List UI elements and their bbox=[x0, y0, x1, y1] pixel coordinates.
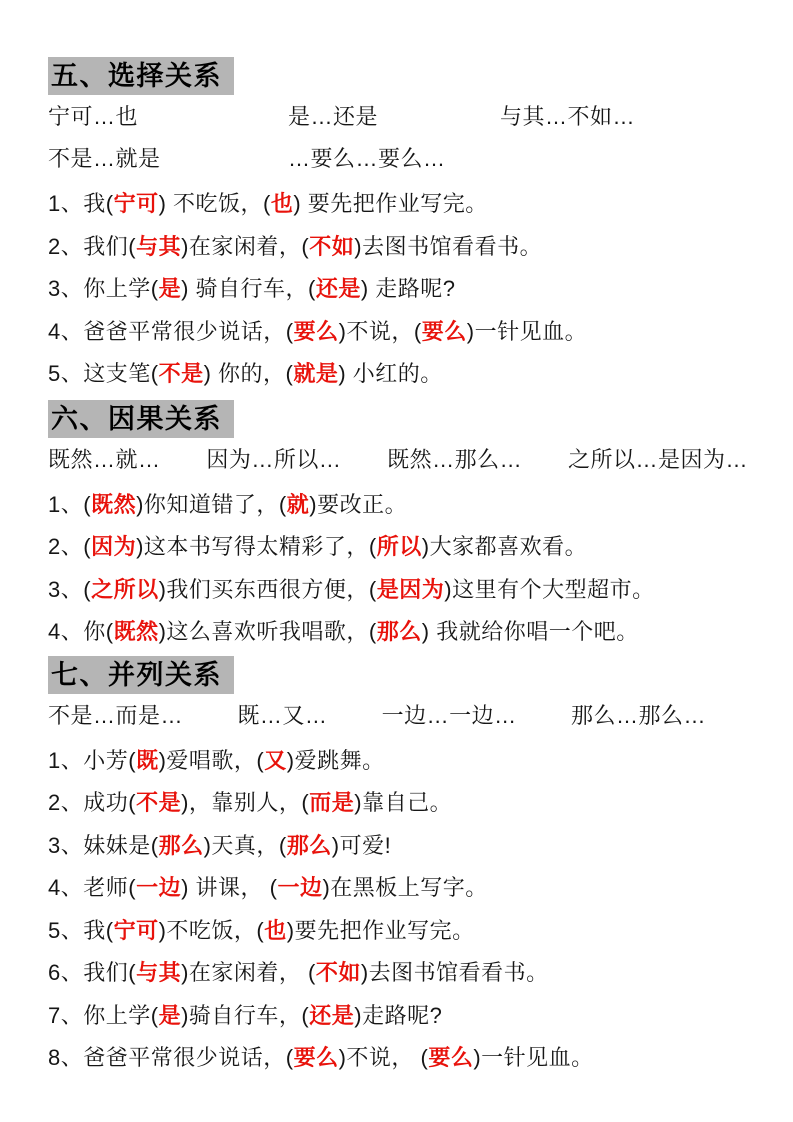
answer-word: 与其 bbox=[136, 960, 182, 985]
sentence-text: 4、爸爸平常很少说话，( bbox=[48, 318, 294, 344]
answer-word: 不如 bbox=[315, 960, 361, 985]
sentence-text: )你知道错了，( bbox=[136, 491, 287, 517]
conjunction-pair: 与其…不如… bbox=[500, 104, 636, 129]
answer-word: 是 bbox=[158, 1002, 182, 1028]
section-heading: 六、因果关系 bbox=[48, 400, 234, 438]
answer-word: 要么 bbox=[293, 1045, 339, 1070]
sentence-text: )这本书写得太精彩了，( bbox=[136, 534, 377, 559]
sentence-text: ) 走路呢? bbox=[360, 276, 456, 301]
section-heading-wrap bbox=[48, 400, 748, 438]
answer-word: 也 bbox=[270, 191, 294, 216]
sentence-text: )不说， ( bbox=[338, 1045, 429, 1070]
answer-word: 要么 bbox=[421, 318, 467, 344]
sentence-text: ) 不吃饭，( bbox=[158, 191, 271, 216]
answer-word: 要么 bbox=[293, 318, 339, 344]
sentence-text: )不吃饭，( bbox=[158, 917, 265, 943]
sentence-line bbox=[48, 493, 748, 516]
sentence-text: )要先把作业写完。 bbox=[286, 917, 475, 943]
section-heading-wrap bbox=[48, 656, 748, 694]
sentence-line bbox=[48, 277, 748, 300]
sentence-text: 1、( bbox=[48, 491, 92, 517]
sentence-text: 2、成功( bbox=[48, 790, 137, 815]
sentence-line bbox=[48, 1004, 748, 1027]
conjunction-pair: 那么…那么… bbox=[570, 702, 706, 728]
answer-word: 还是 bbox=[309, 1002, 355, 1028]
sentence-text: 3、你上学( bbox=[48, 276, 159, 301]
sentence-text: 3、( bbox=[48, 576, 92, 602]
sentence-text: 6、我们( bbox=[48, 960, 137, 985]
sentence-text: 4、你( bbox=[48, 619, 114, 644]
answer-word: 因为 bbox=[91, 534, 137, 559]
section-heading: 七、并列关系 bbox=[48, 656, 234, 694]
sentence-text: )去图书馆看看书。 bbox=[354, 233, 543, 259]
sentence-text: )骑自行车，( bbox=[181, 1002, 310, 1028]
sentence-text: )这里有个大型超市。 bbox=[444, 576, 655, 602]
sentence-line bbox=[48, 620, 748, 643]
section-heading-wrap bbox=[48, 57, 748, 95]
answer-word: 之所以 bbox=[91, 576, 159, 602]
answer-word: 既然 bbox=[113, 619, 159, 644]
sentence-line bbox=[48, 791, 748, 814]
sentence-line bbox=[48, 362, 748, 385]
sentence-text: )在家闲着， ( bbox=[181, 960, 316, 985]
sentence-line bbox=[48, 961, 748, 984]
sentence-line bbox=[48, 919, 748, 942]
sentence-line bbox=[48, 834, 748, 857]
sentence-line bbox=[48, 235, 748, 258]
answer-word: 是 bbox=[158, 276, 182, 301]
conjunction-pair: 一边…一边… bbox=[381, 702, 517, 728]
answer-word: 那么 bbox=[158, 832, 204, 858]
answer-word: 不是 bbox=[158, 361, 204, 386]
sentence-text: ) 我就给你唱一个吧。 bbox=[421, 619, 639, 644]
section-choice-relation bbox=[48, 57, 748, 385]
sentence-text: )爱跳舞。 bbox=[286, 747, 385, 773]
conjunction-pair: 不是…就是 bbox=[48, 146, 161, 171]
conjunction-pair: 不是…而是… bbox=[48, 702, 184, 728]
sentence-text: )，靠别人，( bbox=[181, 790, 310, 815]
answer-word: 宁可 bbox=[113, 917, 159, 943]
sentence-text: 3、妹妹是( bbox=[48, 832, 159, 858]
sentence-text: )要改正。 bbox=[309, 491, 408, 517]
answer-word: 是因为 bbox=[376, 576, 445, 602]
sentence-text: )天真，( bbox=[203, 832, 287, 858]
sentence-text: )去图书馆看看书。 bbox=[360, 960, 549, 985]
conjunction-pairs-row bbox=[48, 105, 748, 129]
conjunction-pairs-row bbox=[48, 704, 706, 728]
sentence-text: )靠自己。 bbox=[354, 790, 453, 815]
sentence-text: ) 小红的。 bbox=[338, 361, 443, 386]
answer-word: 一边 bbox=[277, 875, 323, 900]
conjunction-pairs-row bbox=[48, 448, 748, 472]
conjunction-pairs-row bbox=[48, 147, 748, 171]
answer-word: 既然 bbox=[91, 491, 137, 517]
conjunction-pair: 宁可…也 bbox=[48, 104, 139, 129]
sentence-text: )我们买东西很方便，( bbox=[158, 576, 377, 602]
sentence-text: 5、这支笔( bbox=[48, 361, 159, 386]
sentence-text: 2、我们( bbox=[48, 233, 137, 259]
sentence-text: )一针见血。 bbox=[466, 318, 588, 344]
sentence-text: ) 骑自行车，( bbox=[181, 276, 316, 301]
sentence-text: )这么喜欢听我唱歌，( bbox=[158, 619, 377, 644]
section-parallel-relation bbox=[48, 656, 748, 1070]
sentence-text: 8、爸爸平常很少说话，( bbox=[48, 1045, 294, 1070]
sentence-text: 7、你上学( bbox=[48, 1002, 159, 1028]
worksheet-content bbox=[48, 57, 748, 1069]
sentence-text: 2、( bbox=[48, 534, 92, 559]
sentence-line bbox=[48, 749, 748, 772]
answer-word: 而是 bbox=[309, 790, 355, 815]
sentence-text: )爱唱歌，( bbox=[158, 747, 265, 773]
sentence-text: )在黑板上写字。 bbox=[322, 875, 488, 900]
conjunction-pair: 是…还是 bbox=[288, 104, 379, 129]
answer-word: 那么 bbox=[376, 619, 422, 644]
conjunction-pair: 既然…那么… bbox=[387, 446, 523, 472]
answer-word: 那么 bbox=[286, 832, 332, 858]
answer-word: 就 bbox=[286, 491, 310, 517]
answer-word: 所以 bbox=[376, 534, 422, 559]
answer-word: 与其 bbox=[136, 233, 182, 259]
sentence-text: )在家闲着，( bbox=[181, 233, 310, 259]
section-cause-effect-relation bbox=[48, 400, 748, 644]
sentence-text: ) 要先把作业写完。 bbox=[293, 191, 488, 216]
sentence-text: )走路呢? bbox=[354, 1002, 443, 1028]
answer-word: 就是 bbox=[293, 361, 339, 386]
sentence-line bbox=[48, 876, 748, 899]
sentence-line bbox=[48, 192, 748, 215]
sentence-text: )大家都喜欢看。 bbox=[421, 534, 588, 559]
conjunction-pair: …要么…要么… bbox=[288, 146, 446, 171]
sentence-text: )可爱! bbox=[331, 832, 392, 858]
answer-word: 不如 bbox=[309, 233, 355, 259]
sentence-line bbox=[48, 320, 748, 343]
answer-word: 不是 bbox=[136, 790, 182, 815]
sentence-text: )不说，( bbox=[338, 318, 422, 344]
conjunction-pair: 之所以…是因为… bbox=[567, 446, 748, 472]
answer-word: 还是 bbox=[315, 276, 361, 301]
sentence-text: ) 讲课， ( bbox=[181, 875, 278, 900]
sentence-line bbox=[48, 1046, 748, 1069]
sentence-line bbox=[48, 578, 748, 601]
sentence-text: 5、我( bbox=[48, 917, 114, 943]
answer-word: 要么 bbox=[428, 1045, 474, 1070]
sentence-text: 4、老师( bbox=[48, 875, 137, 900]
answer-word: 宁可 bbox=[113, 191, 159, 216]
sentence-text: 1、小芳( bbox=[48, 747, 137, 773]
answer-word: 又 bbox=[264, 747, 287, 773]
conjunction-pair: 既…又… bbox=[237, 702, 328, 728]
conjunction-pair: 因为…所以… bbox=[206, 446, 342, 472]
conjunction-pair: 既然…就… bbox=[48, 446, 161, 472]
sentence-text: )一针见血。 bbox=[473, 1045, 594, 1070]
sentence-line bbox=[48, 535, 748, 558]
section-heading: 五、选择关系 bbox=[48, 57, 234, 95]
answer-word: 一边 bbox=[136, 875, 182, 900]
answer-word: 也 bbox=[264, 917, 287, 943]
answer-word: 既 bbox=[136, 747, 159, 773]
sentence-text: ) 你的，( bbox=[203, 361, 294, 386]
sentence-text: 1、我( bbox=[48, 191, 114, 216]
